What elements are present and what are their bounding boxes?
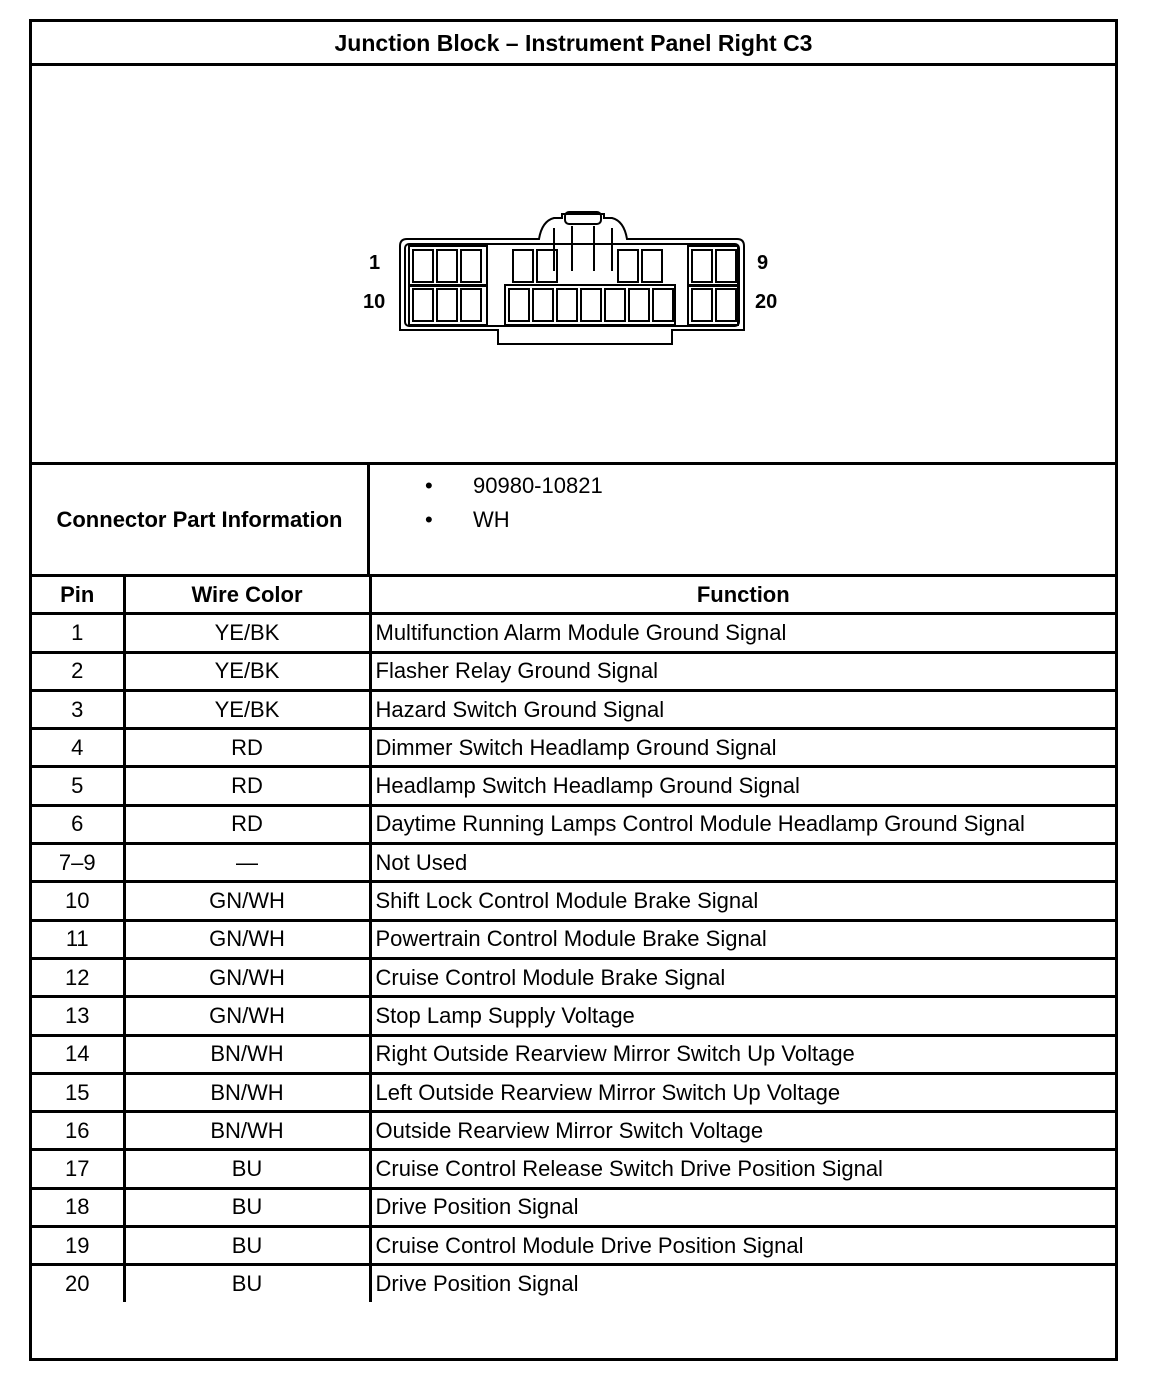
connector-face-drawing: [32, 66, 1115, 462]
wire-color-cell: BU: [124, 1150, 370, 1188]
bullet-icon: •: [425, 507, 433, 532]
table-row: [32, 1035, 1115, 1073]
cavity-top-6: [618, 250, 638, 282]
pin-cell: 3: [32, 690, 124, 728]
wire-color-cell: —: [124, 844, 370, 882]
cavity-bottom-4: [509, 289, 529, 321]
function-cell: Multifunction Alarm Module Ground Signal: [370, 614, 1115, 652]
cavity-top-8: [692, 250, 712, 282]
cavity-bottom-6: [557, 289, 577, 321]
pin-cell: 16: [32, 1112, 124, 1150]
table-row: [32, 997, 1115, 1035]
bullet-icon: •: [425, 473, 433, 498]
function-cell: Shift Lock Control Module Brake Signal: [370, 882, 1115, 920]
table-row: [32, 1265, 1115, 1302]
pin-cell: 12: [32, 958, 124, 996]
wire-color-cell: YE/BK: [124, 652, 370, 690]
table-row: [32, 1188, 1115, 1226]
wire-color-cell: BN/WH: [124, 1035, 370, 1073]
wire-color-cell: BU: [124, 1188, 370, 1226]
cavity-bottom-10: [653, 289, 673, 321]
pin-cell: 20: [32, 1265, 124, 1302]
function-cell: Not Used: [370, 844, 1115, 882]
wire-color-cell: YE/BK: [124, 614, 370, 652]
cavity-bottom-8: [605, 289, 625, 321]
wire-color-cell: RD: [124, 767, 370, 805]
page-title: Junction Block – Instrument Panel Right C3: [32, 22, 1115, 66]
pin-label-1: 1: [369, 252, 381, 274]
table-row: [32, 1073, 1115, 1111]
pinout-table: [32, 577, 1115, 1302]
wire-color-cell: BU: [124, 1227, 370, 1265]
pin-cell: 4: [32, 729, 124, 767]
part-number: 90980-10821: [473, 473, 603, 498]
pin-cell: 1: [32, 614, 124, 652]
pin-cell: 6: [32, 805, 124, 843]
connector-color: WH: [473, 507, 510, 532]
cavity-top-1: [413, 250, 433, 282]
wire-color-cell: BU: [124, 1265, 370, 1302]
cavity-bottom-12: [716, 289, 736, 321]
wire-color-cell: RD: [124, 729, 370, 767]
connector-part-info-label: Connector Part Information: [32, 465, 370, 574]
table-row: [32, 920, 1115, 958]
table-row: [32, 690, 1115, 728]
function-cell: Flasher Relay Ground Signal: [370, 652, 1115, 690]
cavity-bottom-3: [461, 289, 481, 321]
table-row: [32, 652, 1115, 690]
cavity-bottom-7: [581, 289, 601, 321]
cavity-group: [409, 246, 738, 325]
table-row: [32, 1150, 1115, 1188]
pin-label-20: 20: [755, 291, 778, 313]
wire-color-cell: GN/WH: [124, 882, 370, 920]
connector-document: [29, 19, 1118, 1361]
pin-cell: 18: [32, 1188, 124, 1226]
function-cell: Cruise Control Release Switch Drive Position Signal: [370, 1150, 1115, 1188]
table-row: [32, 958, 1115, 996]
color-item: [425, 507, 510, 533]
pin-cell: 2: [32, 652, 124, 690]
cavity-top-4: [513, 250, 533, 282]
cavity-block-top-left: [409, 246, 487, 286]
pin-cell: 10: [32, 882, 124, 920]
header-wire-color: Wire Color: [124, 577, 370, 614]
wire-color-cell: GN/WH: [124, 958, 370, 996]
pin-cell: 15: [32, 1073, 124, 1111]
wire-color-cell: BN/WH: [124, 1112, 370, 1150]
part-number-item: [425, 473, 603, 499]
table-row: [32, 1112, 1115, 1150]
table-row: [32, 614, 1115, 652]
wire-color-cell: GN/WH: [124, 920, 370, 958]
function-cell: Right Outside Rearview Mirror Switch Up Voltage: [370, 1035, 1115, 1073]
wire-color-cell: BN/WH: [124, 1073, 370, 1111]
cavity-top-2: [437, 250, 457, 282]
cavity-block-bottom-left: [409, 285, 487, 325]
table-row: [32, 805, 1115, 843]
cavity-top-7: [642, 250, 662, 282]
table-row: [32, 1227, 1115, 1265]
pin-cell: 13: [32, 997, 124, 1035]
pin-cell: 7–9: [32, 844, 124, 882]
pin-label-10: 10: [363, 291, 386, 313]
table-row: [32, 882, 1115, 920]
table-row: [32, 767, 1115, 805]
connector-part-info-row: [32, 462, 1115, 577]
table-row: [32, 844, 1115, 882]
connector-latch-channel: [554, 226, 612, 271]
function-cell: Powertrain Control Module Brake Signal: [370, 920, 1115, 958]
pin-label-9: 9: [757, 252, 769, 274]
function-cell: Outside Rearview Mirror Switch Voltage: [370, 1112, 1115, 1150]
wire-color-cell: GN/WH: [124, 997, 370, 1035]
cavity-bottom-11: [692, 289, 712, 321]
pin-cell: 14: [32, 1035, 124, 1073]
cavity-bottom-9: [629, 289, 649, 321]
header-pin: Pin: [32, 577, 124, 614]
connector-diagram: [32, 66, 1115, 462]
pin-cell: 17: [32, 1150, 124, 1188]
pin-cell: 5: [32, 767, 124, 805]
wire-color-cell: RD: [124, 805, 370, 843]
function-cell: Dimmer Switch Headlamp Ground Signal: [370, 729, 1115, 767]
pin-cell: 19: [32, 1227, 124, 1265]
function-cell: Stop Lamp Supply Voltage: [370, 997, 1115, 1035]
function-cell: Drive Position Signal: [370, 1188, 1115, 1226]
function-cell: Cruise Control Module Drive Position Signal: [370, 1227, 1115, 1265]
table-header-row: [32, 577, 1115, 614]
header-function: Function: [370, 577, 1115, 614]
function-cell: Left Outside Rearview Mirror Switch Up Voltage: [370, 1073, 1115, 1111]
cavity-bottom-5: [533, 289, 553, 321]
cavity-top-3: [461, 250, 481, 282]
cavity-bottom-1: [413, 289, 433, 321]
function-cell: Daytime Running Lamps Control Module Headlamp Ground Signal: [370, 805, 1115, 843]
function-cell: Hazard Switch Ground Signal: [370, 690, 1115, 728]
pin-cell: 11: [32, 920, 124, 958]
function-cell: Drive Position Signal: [370, 1265, 1115, 1302]
table-row: [32, 729, 1115, 767]
function-cell: Cruise Control Module Brake Signal: [370, 958, 1115, 996]
function-cell: Headlamp Switch Headlamp Ground Signal: [370, 767, 1115, 805]
cavity-bottom-2: [437, 289, 457, 321]
cavity-top-9: [716, 250, 736, 282]
connector-part-info-values: [370, 465, 1115, 574]
wire-color-cell: YE/BK: [124, 690, 370, 728]
